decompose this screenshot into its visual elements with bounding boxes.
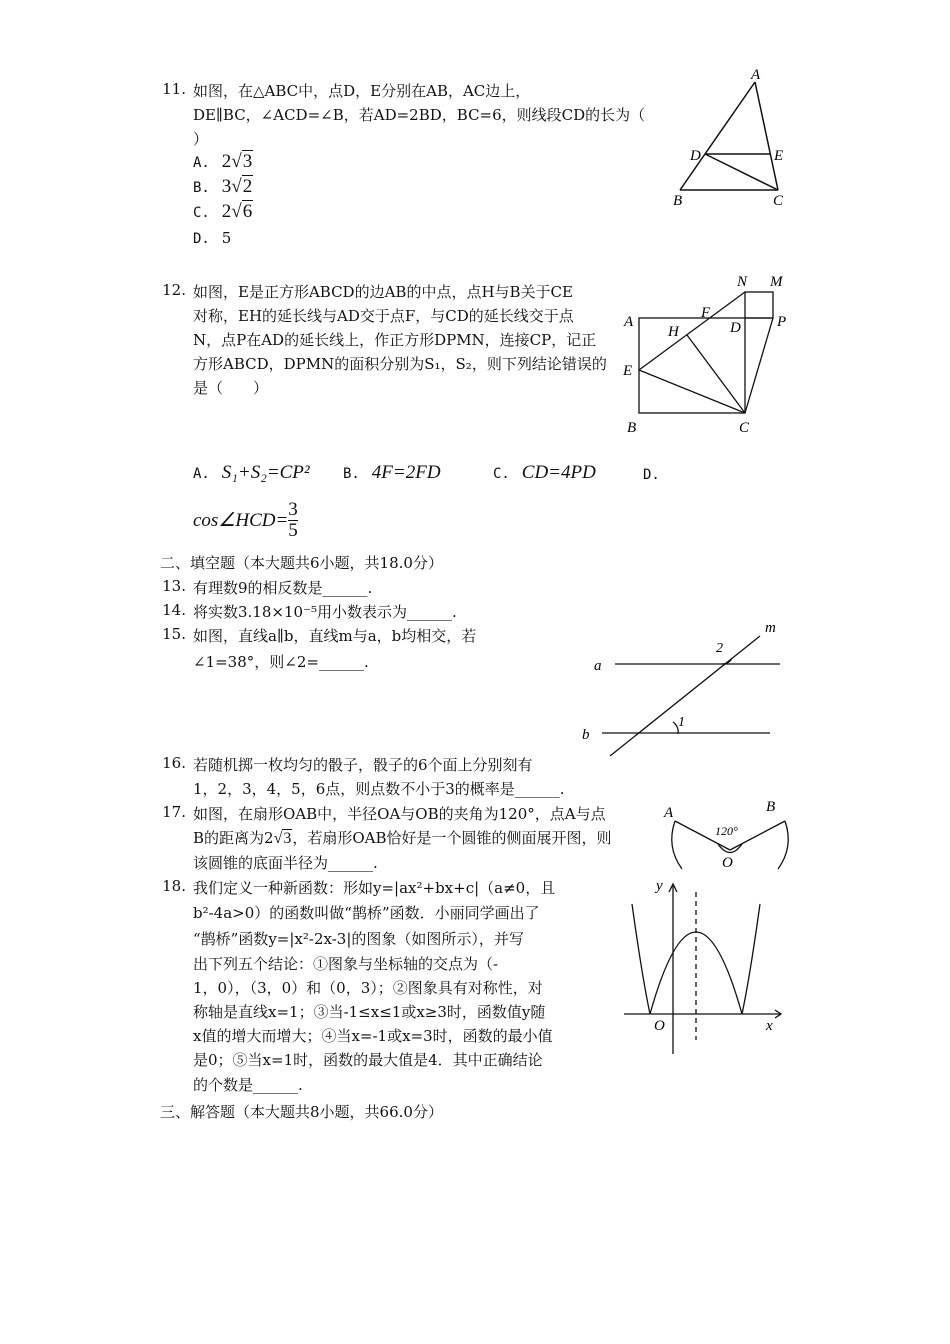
option-a bbox=[193, 151, 253, 173]
label-b: B bbox=[766, 799, 776, 815]
label-h: H bbox=[668, 324, 679, 340]
option-label: C. bbox=[493, 466, 510, 482]
label-n: N bbox=[737, 274, 748, 290]
parallel-lines-figure bbox=[580, 618, 790, 758]
question-14-text: 将实数3.18×10⁻⁵用小数表示为______. bbox=[193, 603, 457, 621]
option-coefficient: 2 bbox=[221, 151, 232, 172]
question-text-line: 对称，EH的延长线与AD交于点F，与CD的延长线交于点 bbox=[193, 307, 574, 325]
option-a bbox=[193, 462, 310, 484]
section-title-fill-in: 二、填空题（本大题共6小题，共18.0分） bbox=[160, 554, 443, 572]
question-text-line bbox=[193, 827, 612, 850]
label-d: D bbox=[690, 148, 701, 164]
question-number: 15. bbox=[162, 625, 186, 643]
text-segment: B的距离为2 bbox=[193, 829, 274, 847]
fraction-denominator: 5 bbox=[288, 520, 298, 541]
option-value: 5 bbox=[221, 229, 232, 247]
question-text-line: 方形ABCD，DPMN的面积分别为S₁，S₂，则下列结论错误的 bbox=[193, 355, 607, 373]
option-label: B. bbox=[343, 466, 360, 482]
label-p: P bbox=[777, 314, 787, 330]
label-angle: 120° bbox=[715, 824, 738, 838]
question-text-line: 是（ ） bbox=[193, 379, 269, 397]
label-a: A bbox=[624, 314, 634, 330]
radicand: 3 bbox=[242, 151, 253, 172]
label-origin: O bbox=[654, 1018, 665, 1034]
sqrt-symbol: √ bbox=[231, 176, 242, 197]
label-a: A bbox=[664, 805, 674, 821]
label-b: B bbox=[673, 193, 683, 209]
question-14-number: 14. bbox=[162, 601, 186, 619]
question-text-line: 是0；⑤当x=1时，函数的最大值是4．其中正确结论 bbox=[193, 1051, 543, 1069]
option-c bbox=[493, 462, 596, 484]
sqrt-symbol: √ bbox=[273, 830, 283, 847]
question-16-number: 16. bbox=[162, 754, 186, 772]
triangle-figure bbox=[665, 68, 795, 213]
question-16-text-line: 1，2，3，4，5，6点，则点数不小于3的概率是______. bbox=[193, 780, 565, 798]
option-formula: cos∠HCD= bbox=[193, 510, 289, 531]
label-m: m bbox=[765, 620, 776, 636]
question-number: 18. bbox=[162, 877, 186, 895]
side-ac bbox=[755, 82, 778, 190]
question-number: 12. bbox=[162, 281, 186, 299]
question-number: 17. bbox=[162, 803, 186, 821]
option-d bbox=[643, 465, 667, 483]
question-text-line: 我们定义一种新函数：形如y=|ax²+bx+c|（a≠0，且 bbox=[193, 879, 556, 897]
sqrt-symbol: √ bbox=[231, 201, 242, 222]
option-label: D. bbox=[643, 467, 660, 483]
option-d-formula bbox=[193, 500, 298, 541]
option-label: C. bbox=[193, 205, 210, 221]
label-a: A bbox=[751, 68, 761, 83]
fraction-numerator: 3 bbox=[288, 499, 298, 520]
segment-cp bbox=[745, 318, 773, 413]
sector-figure bbox=[660, 795, 800, 875]
question-text-line: 如图，E是正方形ABCD的边AB的中点，点H与B关于CE bbox=[193, 283, 573, 301]
question-text-line: DE∥BC，∠ACD=∠B，若AD=2BD，BC=6，则线段CD的长为（ bbox=[193, 106, 646, 124]
radicand: 3 bbox=[283, 830, 292, 847]
label-angle-1: 1 bbox=[678, 715, 685, 730]
option-label: A. bbox=[193, 155, 210, 171]
question-text-line: 如图，在△ABC中，点D，E分别在AB，AC边上， bbox=[193, 82, 531, 100]
segment-cd bbox=[705, 154, 778, 190]
question-text-line: 1，0），（3，0）和（0，3）；②图象具有对称性，对 bbox=[193, 979, 543, 997]
function-graph-figure bbox=[620, 878, 790, 1058]
question-text-line: 的个数是______. bbox=[193, 1076, 303, 1094]
radius-ob bbox=[730, 821, 785, 850]
label-c: C bbox=[773, 193, 784, 209]
fraction bbox=[288, 500, 298, 541]
option-formula: CD=4PD bbox=[521, 462, 596, 483]
question-13-number: 13. bbox=[162, 577, 186, 595]
label-e: E bbox=[623, 363, 633, 379]
radicand: 2 bbox=[242, 176, 253, 197]
arc-left bbox=[672, 821, 682, 869]
option-formula: S₁+S₂=CP² bbox=[221, 462, 310, 483]
label-a: a bbox=[594, 658, 602, 674]
label-e: E bbox=[774, 148, 784, 164]
section-title-answers: 三、解答题（本大题共8小题，共66.0分） bbox=[160, 1103, 443, 1121]
question-text-line: 如图，在扇形OAB中，半径OA与OB的夹角为120°，点A与点 bbox=[193, 805, 606, 823]
sqrt-symbol: √ bbox=[231, 151, 242, 172]
option-d bbox=[193, 229, 231, 247]
question-text-line: ） bbox=[193, 130, 209, 148]
label-b: b bbox=[582, 727, 590, 743]
question-number: 11. bbox=[162, 80, 186, 98]
question-text-line: ∠1=38°，则∠2=______. bbox=[193, 653, 369, 671]
label-b: B bbox=[627, 420, 637, 436]
question-text-line: x值的增大而增大；④当x=-1或x=3时，函数的最小值 bbox=[193, 1027, 553, 1045]
arc-right bbox=[778, 821, 788, 869]
option-label: D. bbox=[193, 231, 210, 247]
option-label: A. bbox=[193, 466, 210, 482]
label-x: x bbox=[766, 1018, 773, 1034]
question-16-text-line: 若随机掷一枚均匀的骰子，骰子的6个面上分别刻有 bbox=[193, 756, 533, 774]
radicand: 6 bbox=[242, 201, 253, 222]
label-o: O bbox=[722, 855, 733, 871]
label-m: M bbox=[770, 274, 783, 290]
question-13-text: 有理数9的相反数是______. bbox=[193, 579, 373, 597]
square-dpmn bbox=[745, 292, 773, 318]
option-label: B. bbox=[193, 180, 210, 196]
option-coefficient: 3 bbox=[221, 176, 232, 197]
text-segment: ，若扇形OAB恰好是一个圆锥的侧面展开图，则 bbox=[292, 829, 612, 847]
line-m bbox=[610, 636, 760, 756]
label-angle-2: 2 bbox=[716, 641, 723, 656]
option-c bbox=[193, 201, 253, 223]
label-f: F bbox=[701, 305, 711, 321]
label-d: D bbox=[730, 320, 741, 336]
option-formula: 4F=2FD bbox=[371, 462, 441, 483]
question-text-line: 如图，直线a∥b，直线m与a，b均相交，若 bbox=[193, 627, 477, 645]
question-text-line: b²-4a>0）的函数叫做“鹊桥”函数．小丽同学画出了 bbox=[193, 904, 540, 922]
question-text-line: 出下列五个结论：①图象与坐标轴的交点为（- bbox=[193, 955, 499, 973]
question-text-line: 该圆锥的底面半径为______. bbox=[193, 854, 378, 872]
question-text-line: 称轴是直线x=1；③当-1≤x≤1或x≥3时，函数值y随 bbox=[193, 1003, 546, 1021]
label-y: y bbox=[656, 878, 663, 894]
label-c: C bbox=[739, 420, 750, 436]
question-text-line: “鹊桥”函数y=|x²-2x-3|的图象（如图所示），并写 bbox=[193, 930, 524, 948]
option-b bbox=[193, 176, 253, 198]
question-text-line: N，点P在AD的延长线上，作正方形DPMN，连接CP，记正 bbox=[193, 331, 597, 349]
square-figure bbox=[615, 270, 795, 440]
option-b bbox=[343, 462, 441, 484]
option-coefficient: 2 bbox=[221, 201, 232, 222]
